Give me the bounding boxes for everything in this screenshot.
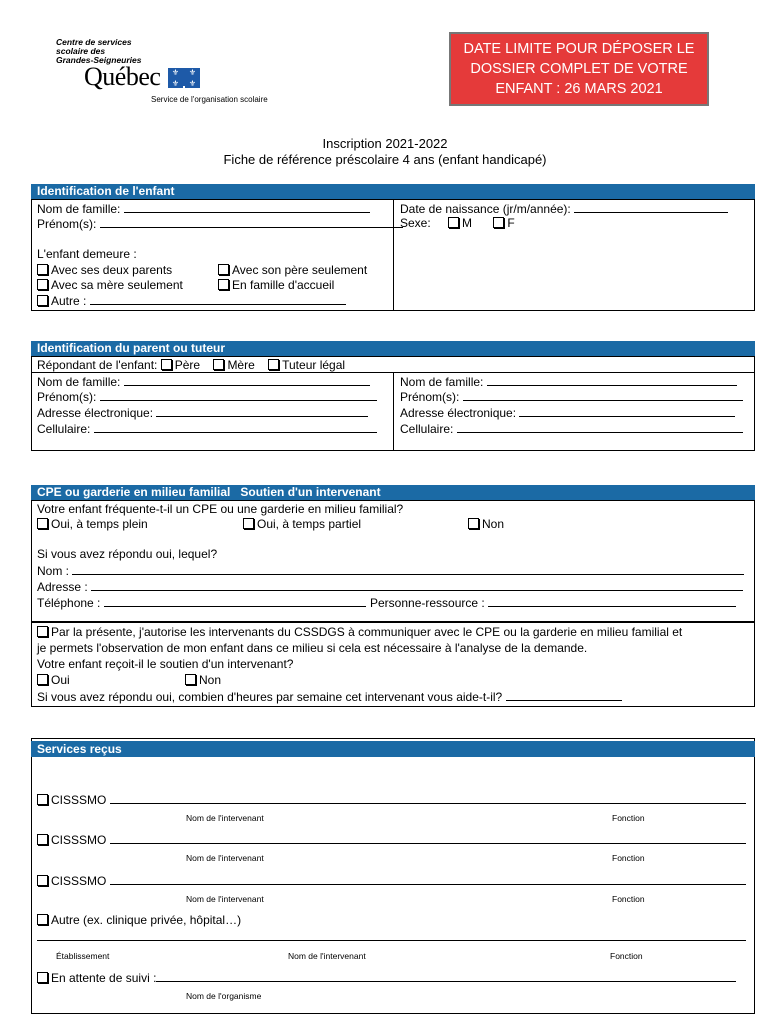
child-sexe-label: Sexe:: [400, 216, 431, 230]
caption: Nom de l'organisme: [186, 991, 262, 1001]
cpe-non-option[interactable]: [468, 517, 504, 532]
sexe-f-checkbox[interactable]: [493, 217, 504, 228]
deadline-banner: [449, 32, 709, 106]
org-line1: Centre de services: [56, 37, 132, 47]
deadline-line3: ENFANT : 26 MARS 2021: [495, 81, 663, 97]
parent2-prenom-field[interactable]: [400, 389, 743, 405]
option-label: CISSSMO: [51, 833, 107, 847]
org-name: [56, 38, 142, 65]
repondant-tuteur-checkbox[interactable]: [268, 359, 279, 370]
child-nom-label: Nom de famille:: [37, 202, 121, 216]
child-nom-field[interactable]: [37, 201, 370, 217]
field-label: Nom de famille:: [37, 375, 121, 389]
demeure-option-mere[interactable]: [37, 278, 183, 293]
parent-repondant-row: [37, 358, 345, 373]
quebec-flag-logo: [166, 66, 202, 88]
demeure-option-deux-parents[interactable]: [37, 263, 172, 278]
child-dob-field[interactable]: [400, 201, 728, 217]
field-label: Adresse électronique:: [400, 406, 517, 420]
section-child-heading: Identification de l'enfant: [31, 184, 755, 199]
cpe-adresse-field[interactable]: [37, 579, 743, 595]
option-label: Non: [199, 673, 222, 687]
field-label: Cellulaire:: [37, 422, 91, 436]
child-prenom-label: Prénom(s):: [37, 217, 97, 231]
caption: Nom de l'intervenant: [186, 853, 264, 863]
demeure-option-pere[interactable]: [218, 263, 367, 278]
option-label: Autre (ex. clinique privée, hôpital…): [51, 913, 242, 927]
section-cpe-heading: CPE ou garderie en milieu familial Soutien d'un intervenant: [31, 485, 755, 500]
cpe-partiel-option[interactable]: [243, 517, 361, 532]
parent2-nom-field[interactable]: [400, 374, 737, 390]
parent1-courriel-field[interactable]: [37, 405, 368, 421]
auth-text: Par la présente, j'autorise les intervenants du CSSDGS à communiquer avec le CPE ou la garderie en milieu familial et: [51, 625, 683, 639]
auth-line2: je permets l'observation de mon enfant dans ce milieu si cela est nécessaire à l'analyse de la demande.: [37, 641, 588, 655]
pere-label: Père: [174, 358, 201, 372]
demeure-option-autre[interactable]: [37, 293, 346, 309]
form-subtitle: Fiche de référence préscolaire 4 ans (enfant handicapé): [223, 152, 547, 167]
option-label: CISSSMO: [51, 793, 107, 807]
mere-label: Mère: [227, 358, 255, 372]
option-label: Oui, à temps plein: [51, 517, 148, 531]
org-line3: Grandes-Seigneuries: [56, 55, 142, 65]
checkbox-icon[interactable]: [37, 295, 48, 306]
option-label: Oui, à temps partiel: [257, 517, 362, 531]
cisssmo-row-1[interactable]: [37, 792, 746, 808]
demeure-option-accueil[interactable]: [218, 278, 334, 293]
repondant-mere-checkbox[interactable]: [213, 359, 224, 370]
option-label: Non: [482, 517, 505, 531]
heures-field[interactable]: [37, 689, 622, 705]
field-label: Téléphone :: [37, 596, 101, 610]
intervenant-non-option[interactable]: [185, 673, 221, 688]
auth-line1[interactable]: [37, 625, 682, 640]
caption: Nom de l'intervenant: [186, 813, 264, 823]
option-label: En famille d'accueil: [232, 278, 335, 292]
field-label: Personne-ressource :: [370, 596, 485, 610]
checkbox-icon[interactable]: [37, 264, 48, 275]
quebec-wordmark: Québec: [84, 62, 161, 91]
caption: Nom de l'intervenant: [288, 951, 366, 961]
cpe-plein-option[interactable]: [37, 517, 148, 532]
caption: Fonction: [612, 853, 645, 863]
autre-option[interactable]: [37, 913, 241, 928]
field-label: Nom de famille:: [400, 375, 484, 389]
child-prenom-field[interactable]: [37, 216, 403, 232]
fleur-de-lis-icon: ⚜ ⚜ ⚜ ⚜: [166, 66, 202, 88]
repondant-pere-checkbox[interactable]: [161, 359, 172, 370]
option-label: CISSSMO: [51, 874, 107, 888]
parent2-courriel-field[interactable]: [400, 405, 735, 421]
deadline-line1: DATE LIMITE POUR DÉPOSER LE: [463, 41, 695, 57]
cisssmo-row-3[interactable]: [37, 873, 746, 889]
caption: Fonction: [612, 813, 645, 823]
section-services-heading: Services reçus: [31, 741, 755, 757]
form-title: Inscription 2021-2022: [322, 136, 448, 151]
checkbox-icon[interactable]: [218, 264, 229, 275]
checkbox-icon[interactable]: [37, 914, 48, 925]
checkbox-icon[interactable]: [243, 518, 254, 529]
checkbox-icon[interactable]: [37, 972, 48, 983]
sexe-m-label: M: [462, 216, 473, 230]
checkbox-icon[interactable]: [468, 518, 479, 529]
parent1-nom-field[interactable]: [37, 374, 370, 390]
sexe-m-checkbox[interactable]: [448, 217, 459, 228]
cisssmo-row-2[interactable]: [37, 832, 746, 848]
checkbox-icon[interactable]: [37, 674, 48, 685]
field-label: Si vous avez répondu oui, combien d'heures par semaine cet intervenant vous aide-t-il?: [37, 690, 503, 704]
option-label: En attente de suivi :: [51, 971, 157, 985]
parent2-cell-field[interactable]: [400, 421, 743, 437]
checkbox-icon[interactable]: [37, 518, 48, 529]
auth-checkbox[interactable]: [37, 626, 48, 637]
checkbox-icon[interactable]: [37, 875, 48, 886]
tuteur-label: Tuteur légal: [282, 358, 346, 372]
caption: Nom de l'intervenant: [186, 894, 264, 904]
field-label: Nom :: [37, 564, 70, 578]
parent1-cell-field[interactable]: [37, 421, 377, 437]
option-label: Oui: [51, 673, 70, 687]
caption: Établissement: [56, 951, 110, 961]
caption: Fonction: [612, 894, 645, 904]
checkbox-icon[interactable]: [37, 834, 48, 845]
field-label: Prénom(s):: [400, 390, 460, 404]
intervenant-oui-option[interactable]: [37, 673, 70, 688]
checkbox-icon[interactable]: [37, 794, 48, 805]
field-label: Adresse électronique:: [37, 406, 154, 420]
checkbox-icon[interactable]: [218, 279, 229, 290]
intervenant-question: Votre enfant reçoit-il le soutien d'un intervenant?: [37, 657, 294, 671]
parent1-prenom-field[interactable]: [37, 389, 377, 405]
cpe-nom-field[interactable]: [37, 563, 744, 579]
checkbox-icon[interactable]: [185, 674, 196, 685]
sexe-f-label: F: [507, 216, 515, 230]
deadline-line2: DOSSIER COMPLET DE VOTRE: [470, 61, 688, 77]
autre-line[interactable]: [37, 940, 746, 941]
section-parent-heading: Identification du parent ou tuteur: [31, 341, 755, 356]
child-sexe-field: [400, 216, 515, 231]
cpe-tel-field[interactable]: [37, 595, 366, 611]
field-label: Cellulaire:: [400, 422, 454, 436]
field-label: Adresse :: [37, 580, 88, 594]
org-line2: scolaire des: [56, 46, 106, 56]
child-dob-label: Date de naissance (jr/m/année):: [400, 202, 571, 216]
cpe-question: Votre enfant fréquente-t-il un CPE ou une garderie en milieu familial?: [37, 502, 404, 516]
child-demeure-label: L'enfant demeure :: [37, 247, 137, 261]
option-label: Avec sa mère seulement: [51, 278, 183, 292]
checkbox-icon[interactable]: [37, 279, 48, 290]
option-label: Avec ses deux parents: [51, 263, 173, 277]
option-label: Autre :: [51, 294, 87, 308]
caption: Fonction: [610, 951, 643, 961]
cpe-lequel-question: Si vous avez répondu oui, lequel?: [37, 547, 218, 561]
field-label: Prénom(s):: [37, 390, 97, 404]
option-label: Avec son père seulement: [232, 263, 368, 277]
cpe-personne-field[interactable]: [370, 595, 736, 611]
service-name: Service de l'organisation scolaire: [151, 95, 268, 104]
attente-field[interactable]: [37, 970, 736, 986]
repondant-label: Répondant de l'enfant:: [37, 358, 158, 372]
